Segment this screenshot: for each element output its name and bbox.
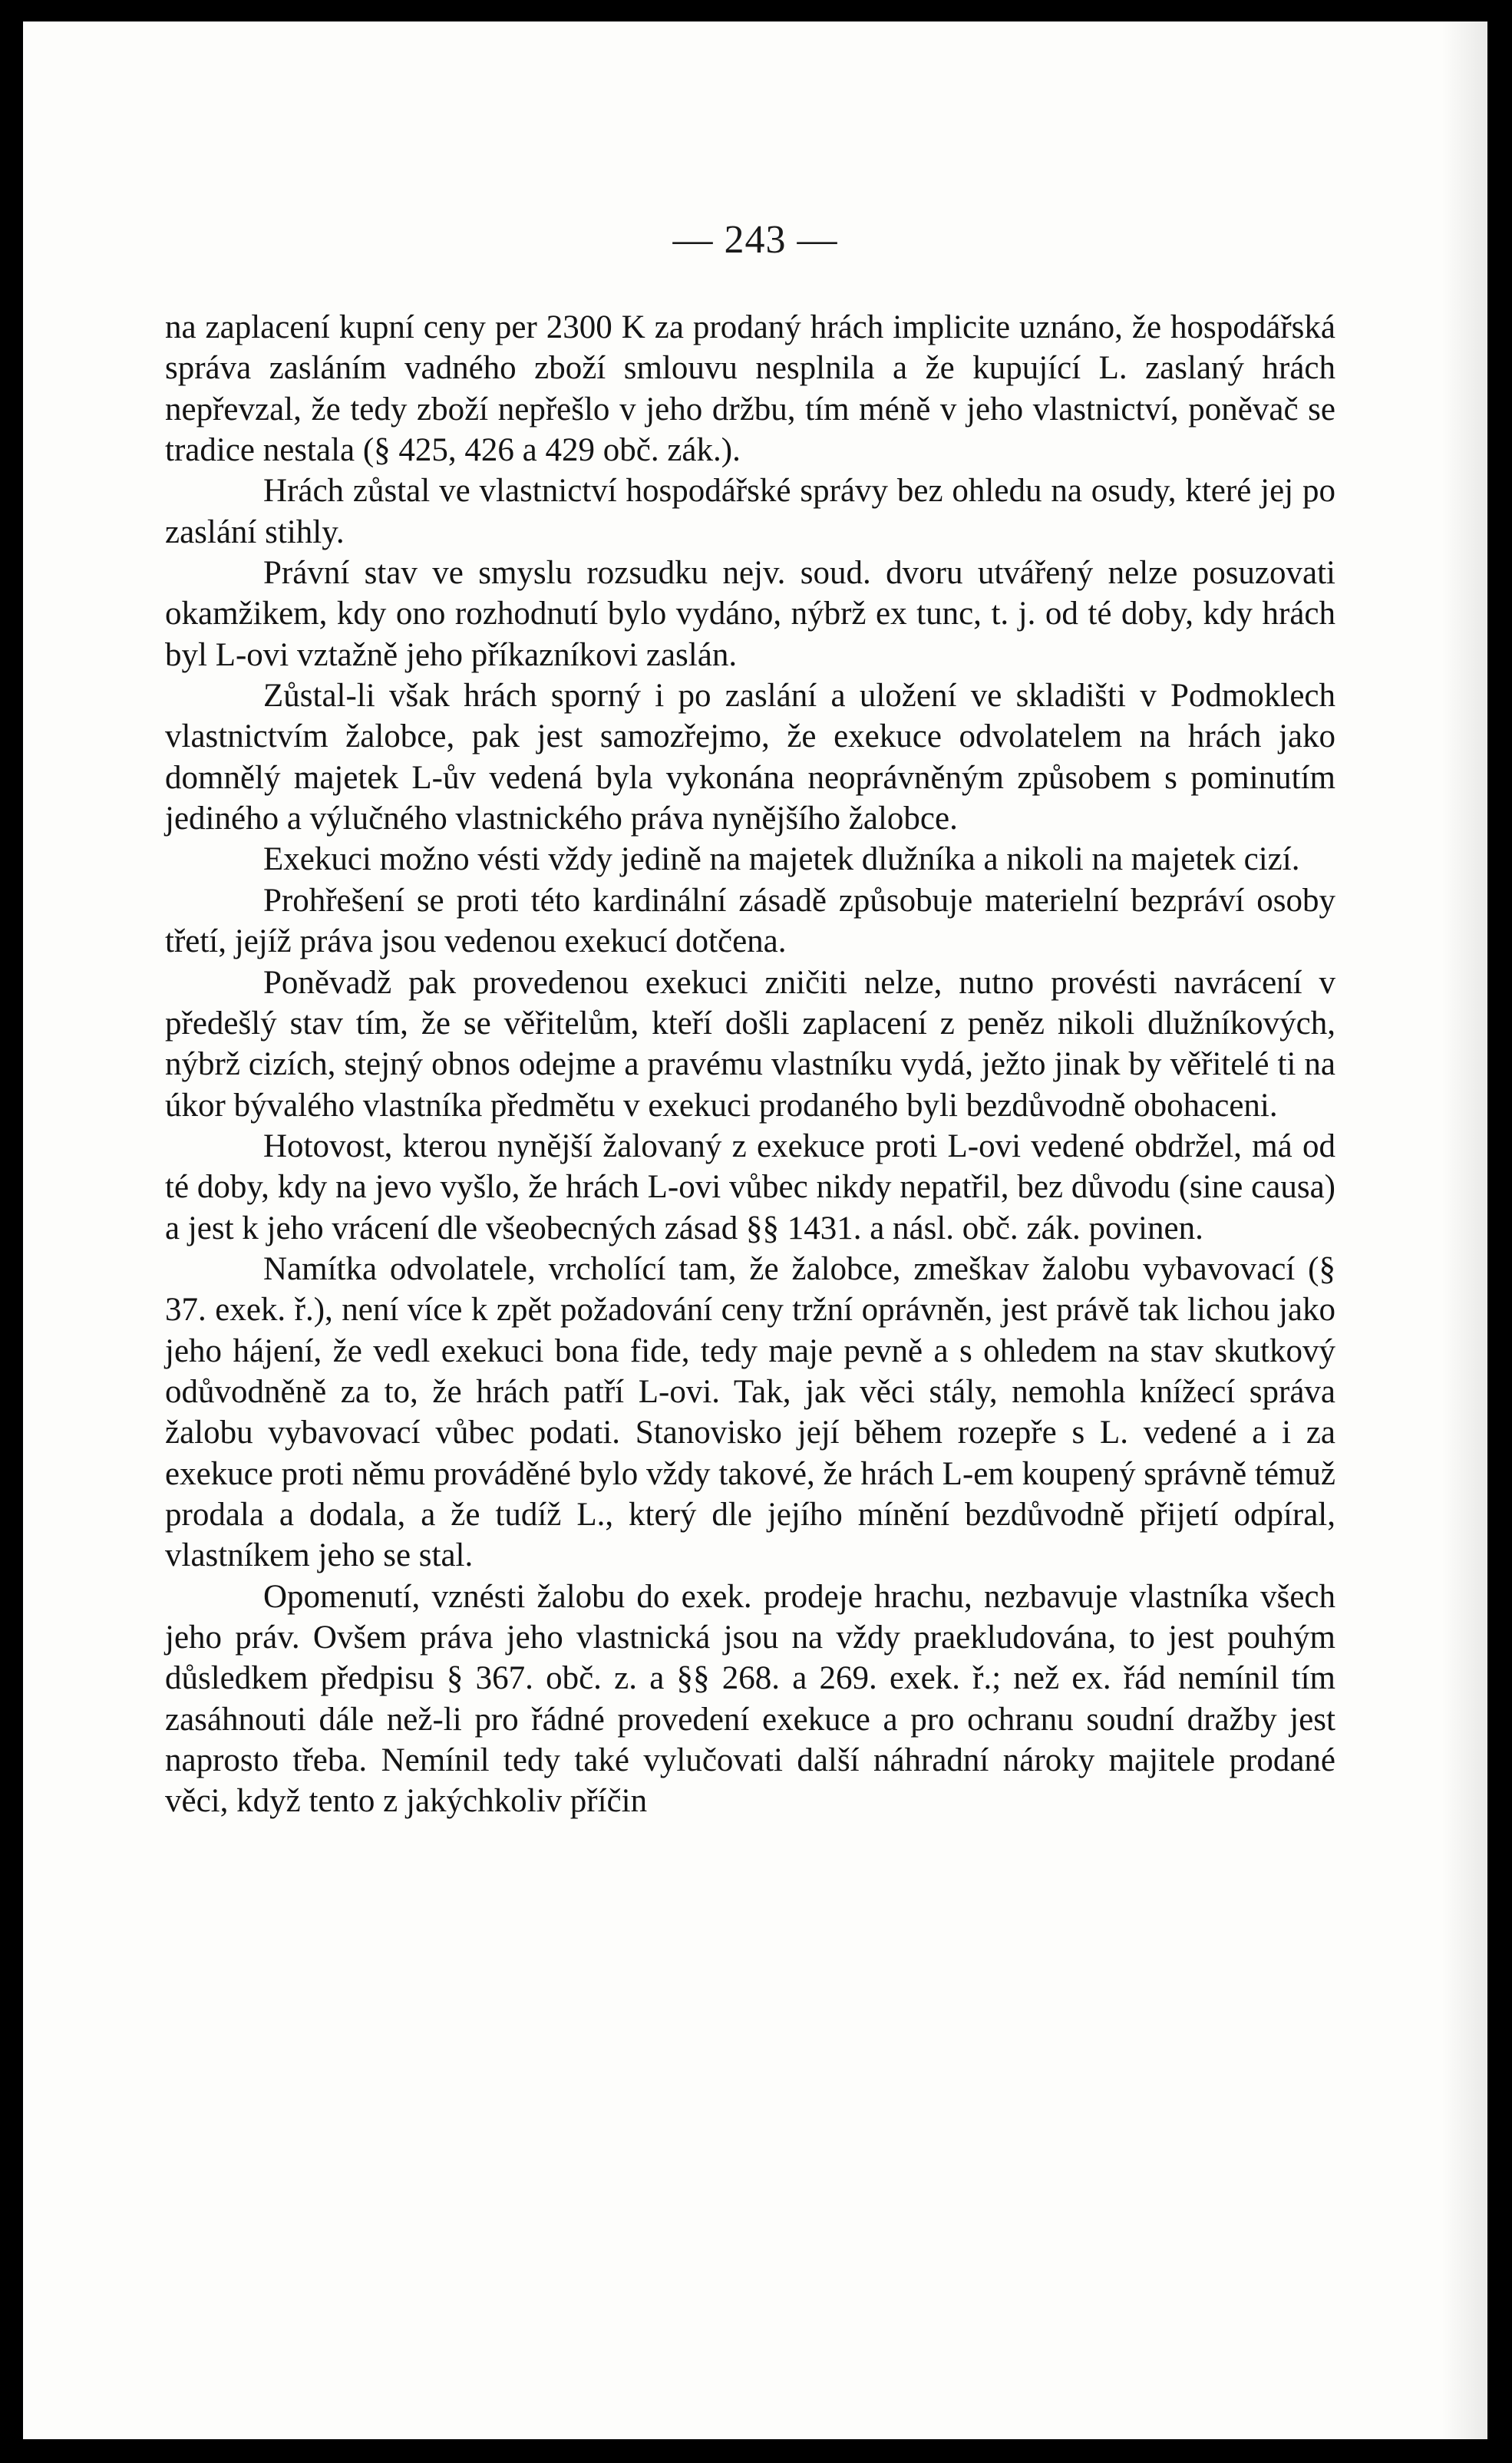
- body-text: [165, 307, 1335, 1822]
- scanned-page: [23, 21, 1487, 2439]
- paragraph: Poněvadž pak provedenou exekuci zničiti nelze, nutno provésti navrácení v předešlý stav tím, že se věřitelům, kteří došli zaplacení z peněz nikoli dlužníkových, nýbrž cizích, stejný obnos odejme a pravému vlastníku vydá, ježto jinak by věřitelé ti na úkor bývalého vlastníka předmětu v exekuci prodaného byli bezdůvodně obohaceni.: [165, 964, 1335, 1124]
- paragraph: Prohřešení se proti této kardinální zásadě způsobuje materielní bezpráví osoby třetí, jejíž práva jsou vedenou exekucí dotčena.: [165, 882, 1335, 960]
- paragraph: Opomenutí, vznésti žalobu do exek. prodeje hrachu, nezbavuje vlastníka všech jeho práv. Ovšem práva jeho vlastnická jsou na vždy praekludována, to jest pouhým důsledkem předpisu § 367. obč. z. a §§ 268. a 269. exek. ř.; než ex. řád nemínil tím zasáhnouti dále než-li pro řádné provedení exekuce a pro ochranu soudní dražby jest naprosto třeba. Nemínil tedy také vylučovati další náhradní nároky majitele prodané věci, když tento z jakýchkoliv příčin: [165, 1578, 1335, 1820]
- paragraph: Zůstal-li však hrách sporný i po zaslání a uložení ve skladišti v Podmoklech vlastnictvím žalobce, pak jest samozřejmo, že exekuce odvolatelem na hrách jako domnělý majetek L-ův vedená byla vykonána neoprávněným způsobem s pominutím jediného a výlučného vlastnického práva nynějšího žalobce.: [165, 678, 1335, 837]
- paragraph: Namítka odvolatele, vrcholící tam, že žalobce, zmeškav žalobu vybavovací (§ 37. exek. ř.), není více k zpět požadování ceny tržní oprávněn, jest právě tak lichou jako jeho hájení, že vedl exekuci bona fide, tedy maje pevně a s ohledem na stav skutkový odůvodněně za to, že hrách patří L-ovi. Tak, jak věci stály, nemohla knížecí správa žalobu vybavovací vůbec podati. Stanovisko její během rozepře s L. vedené a i za exekuce proti němu prováděné bylo vždy takové, že hrách L-em koupený správně témuž prodala a dodala, a že tudíž L., který dle jejího mínění bezdůvodně přijetí odpíral, vlastníkem jeho se stal.: [165, 1250, 1335, 1574]
- paragraph: na zaplacení kupní ceny per 2300 K za prodaný hrách implicite uznáno, že hospodářská správa zasláním vadného zboží smlouvu nesplnila a že kupující L. zaslaný hrách nepřevzal, že tedy zboží nepřešlo v jeho držbu, tím méně v jeho vlastnictví, poněvač se tradice nestala (§ 425, 426 a 429 obč. zák.).: [165, 309, 1335, 469]
- paragraph: Exekuci možno vésti vždy jedině na majetek dlužníka a nikoli na majetek cizí.: [263, 841, 1300, 878]
- paragraph: Hotovost, kterou nynější žalovaný z exekuce proti L-ovi vedené obdržel, má od té doby, kdy na jevo vyšlo, že hrách L-ovi vůbec nikdy nepatřil, bez důvodu (sine causa) a jest k jeho vrácení dle všeobecných zásad §§ 1431. a násl. obč. zák. povinen.: [165, 1127, 1335, 1246]
- page-edge-shadow: [1441, 21, 1487, 2439]
- page-number: — 243 —: [672, 218, 838, 262]
- paragraph: Právní stav ve smyslu rozsudku nejv. soud. dvoru utvářený nelze posuzovati okamžikem, kdy ono rozhodnutí bylo vydáno, nýbrž ex tunc, t. j. od té doby, kdy hrách byl L-ovi vztažně jeho příkazníkovi zaslán.: [165, 555, 1335, 673]
- paragraph: Hrách zůstal ve vlastnictví hospodářské správy bez ohledu na osudy, které jej po zaslání stihly.: [165, 473, 1335, 550]
